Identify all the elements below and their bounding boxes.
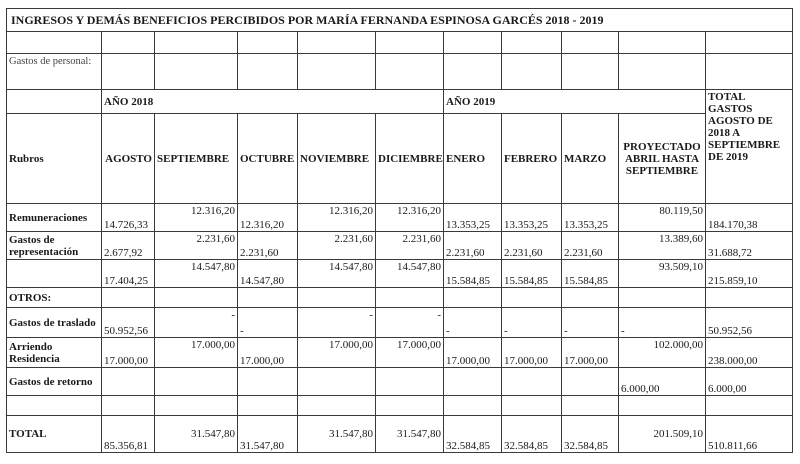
- benefits-table: [6, 8, 793, 453]
- cell-value: 17.000,00: [298, 338, 376, 368]
- cell-value: 32.584,85: [562, 416, 619, 453]
- cell-value: 13.389,60: [619, 232, 706, 260]
- cell-value: 31.547,80: [155, 416, 238, 453]
- cell-value: 31.547,80: [298, 416, 376, 453]
- cell-value: 17.000,00: [238, 338, 298, 368]
- cell-value: 2.231,60: [376, 232, 444, 260]
- cell-value: 15.584,85: [502, 260, 562, 288]
- cell-value: -: [155, 308, 238, 338]
- cell-value: 14.547,80: [298, 260, 376, 288]
- cell-value: -: [238, 308, 298, 338]
- rubros-header: Rubros: [7, 114, 102, 204]
- cell-value: 14.547,80: [155, 260, 238, 288]
- cell-value: 17.000,00: [155, 338, 238, 368]
- cell-value: 2.231,60: [502, 232, 562, 260]
- cell-value: 13.353,25: [502, 204, 562, 232]
- cell-value: -: [619, 308, 706, 338]
- representacion-row: [7, 232, 793, 260]
- cell-value: 14.726,33: [102, 204, 155, 232]
- cell-value: 17.000,00: [444, 338, 502, 368]
- retorno-row: [7, 368, 793, 396]
- row-total: 184.170,38: [706, 204, 793, 232]
- row-total: 215.859,10: [706, 260, 793, 288]
- grand-total: 510.811,66: [706, 416, 793, 453]
- table-title: INGRESOS Y DEMÁS BENEFICIOS PERCIBIDOS POR MARÍA FERNANDA ESPINOSA GARCÉS 2018 - 2019: [7, 9, 793, 32]
- row-total: 31.688,72: [706, 232, 793, 260]
- cell-value: 17.000,00: [376, 338, 444, 368]
- otros-row: [7, 288, 793, 308]
- cell-value: 17.000,00: [562, 338, 619, 368]
- projected-header: PROYECTADO ABRIL HASTA SEPTIEMBRE: [619, 114, 706, 204]
- month-header-row: [7, 114, 793, 204]
- cell-value: -: [502, 308, 562, 338]
- cell-value: 80.119,50: [619, 204, 706, 232]
- total-gastos-header: TOTAL GASTOS AGOSTO DE 2018 A SEPTIEMBRE DE 2019: [706, 90, 793, 204]
- cell-value: 2.231,60: [444, 232, 502, 260]
- cell-value: 201.509,10: [619, 416, 706, 453]
- arriendo-row: [7, 338, 793, 368]
- otros-label: OTROS:: [7, 288, 102, 308]
- cell-value: 85.356,81: [102, 416, 155, 453]
- month-header: DICIEMBRE: [376, 114, 444, 204]
- cell-value: -: [298, 308, 376, 338]
- cell-value: 12.316,20: [376, 204, 444, 232]
- year-2018-header: AÑO 2018: [102, 90, 444, 114]
- row-total: 238.000,00: [706, 338, 793, 368]
- cell-value: -: [562, 308, 619, 338]
- cell-value: 2.231,60: [298, 232, 376, 260]
- traslado-row: [7, 308, 793, 338]
- cell-value: 17.000,00: [502, 338, 562, 368]
- total-row: [7, 416, 793, 453]
- blank-row: [7, 396, 793, 416]
- cell-value: 31.547,80: [238, 416, 298, 453]
- expense-sheet: [6, 8, 792, 456]
- month-header: MARZO: [562, 114, 619, 204]
- row-label: Gastos de representación: [7, 232, 102, 260]
- cell-value: 31.547,80: [376, 416, 444, 453]
- cell-value: 6.000,00: [619, 368, 706, 396]
- title-row: [7, 9, 793, 32]
- cell-value: -: [376, 308, 444, 338]
- year-header-row: [7, 90, 793, 114]
- row-total: 50.952,56: [706, 308, 793, 338]
- cell-value: 17.000,00: [102, 338, 155, 368]
- month-header: OCTUBRE: [238, 114, 298, 204]
- cell-value: 50.952,56: [102, 308, 155, 338]
- gastos-de-personal-label: Gastos de personal:: [7, 54, 102, 90]
- cell-value: 32.584,85: [444, 416, 502, 453]
- cell-value: 15.584,85: [562, 260, 619, 288]
- month-header: ENERO: [444, 114, 502, 204]
- cell-value: 12.316,20: [298, 204, 376, 232]
- cell-value: 32.584,85: [502, 416, 562, 453]
- subtotal-row: [7, 260, 793, 288]
- month-header: NOVIEMBRE: [298, 114, 376, 204]
- cell-value: 12.316,20: [155, 204, 238, 232]
- cell-value: 13.353,25: [444, 204, 502, 232]
- cell-value: 13.353,25: [562, 204, 619, 232]
- total-label: TOTAL: [7, 416, 102, 453]
- row-label: Arriendo Residencia: [7, 338, 102, 368]
- cell-value: 2.231,60: [155, 232, 238, 260]
- row-total: 6.000,00: [706, 368, 793, 396]
- row-label: Remuneraciones: [7, 204, 102, 232]
- cell-value: 14.547,80: [238, 260, 298, 288]
- cell-value: -: [444, 308, 502, 338]
- cell-value: 12.316,20: [238, 204, 298, 232]
- month-header: SEPTIEMBRE: [155, 114, 238, 204]
- cell-value: 2.231,60: [238, 232, 298, 260]
- gastos-personal-row: [7, 54, 793, 90]
- blank-row: [7, 32, 793, 54]
- row-label: Gastos de traslado: [7, 308, 102, 338]
- cell-value: 2.231,60: [562, 232, 619, 260]
- cell-value: 17.404,25: [102, 260, 155, 288]
- cell-value: 102.000,00: [619, 338, 706, 368]
- cell-value: 14.547,80: [376, 260, 444, 288]
- cell-value: 2.677,92: [102, 232, 155, 260]
- cell-value: 93.509,10: [619, 260, 706, 288]
- remuneraciones-row: [7, 204, 793, 232]
- year-2019-header: AÑO 2019: [444, 90, 706, 114]
- month-header: AGOSTO: [102, 114, 155, 204]
- cell-value: 15.584,85: [444, 260, 502, 288]
- row-label: Gastos de retorno: [7, 368, 102, 396]
- month-header: FEBRERO: [502, 114, 562, 204]
